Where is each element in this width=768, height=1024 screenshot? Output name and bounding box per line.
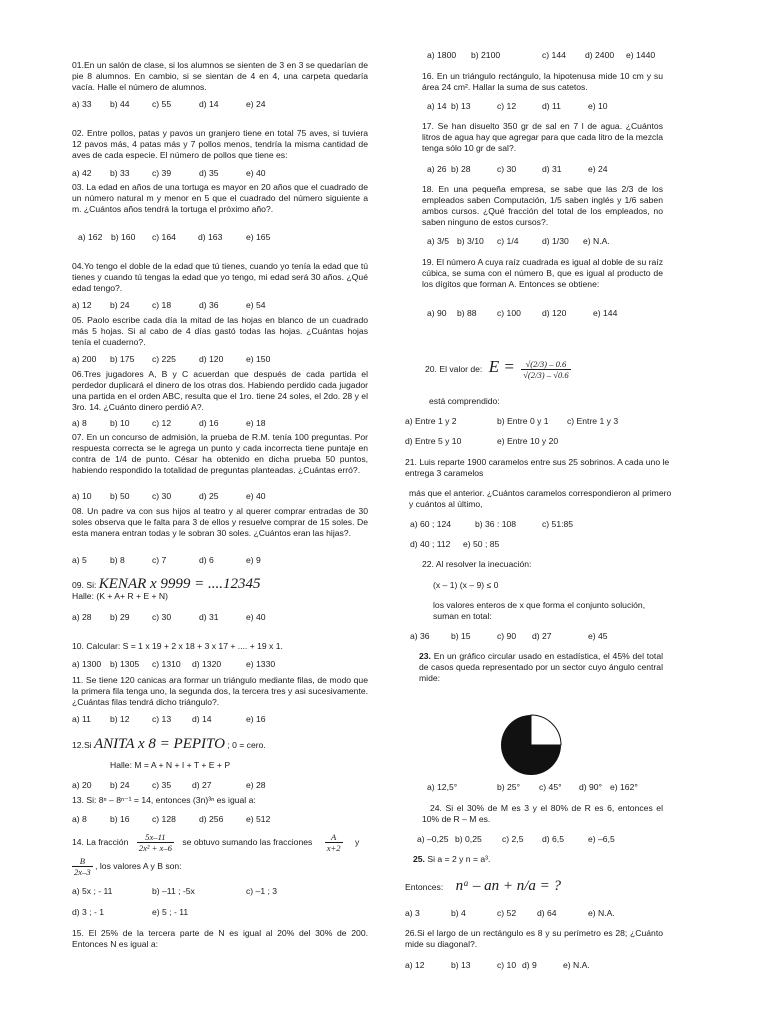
option: d) 25 bbox=[199, 491, 219, 501]
question-25-expression: nᵃ – an + n/a = ? bbox=[455, 878, 561, 894]
question-25-number: 25. bbox=[413, 854, 425, 864]
option: e) 144 bbox=[593, 308, 618, 318]
option: d) Entre 5 y 10 bbox=[405, 436, 462, 446]
option: c) 2,5 bbox=[502, 834, 524, 844]
option: e) N.A. bbox=[583, 236, 610, 246]
question-25-text bbox=[413, 854, 671, 865]
option: b) 33 bbox=[110, 168, 130, 178]
question-26-text: 26.Si el largo de un rectángulo es 8 y su perímetro es 28; ¿Cuánto mide su diagonal?. bbox=[405, 928, 663, 949]
option: c) 12 bbox=[497, 101, 517, 111]
question-12-suffix: ; 0 = cero. bbox=[227, 740, 266, 750]
question-22-inequation: (x – 1) (x – 9) ≤ 0 bbox=[433, 580, 499, 590]
question-10-text: 10. Calcular: S = 1 x 19 + 2 x 18 + 3 x 17 + .... + 19 x 1. bbox=[72, 641, 283, 651]
option: e) 1330 bbox=[246, 659, 276, 669]
question-9-prefix: 09. Si: bbox=[72, 580, 97, 590]
option: e) 40 bbox=[246, 491, 266, 501]
option: e) 150 bbox=[246, 354, 271, 364]
question-9-expression: KENAR x 9999 = ....12345 bbox=[98, 576, 261, 592]
option: a) 14 bbox=[427, 101, 447, 111]
option: c) 51:85 bbox=[542, 519, 574, 529]
option: b) –11 ; -5x bbox=[152, 886, 195, 896]
option: d) 256 bbox=[199, 814, 224, 824]
option: a) 60 ; 124 bbox=[410, 519, 452, 529]
option: b) 24 bbox=[110, 780, 130, 790]
option: a) 8 bbox=[72, 814, 87, 824]
option: c) 30 bbox=[152, 612, 172, 622]
fraction-denominator: 2x–3 bbox=[74, 867, 91, 878]
option: e) N.A. bbox=[588, 908, 615, 918]
option: a) 28 bbox=[72, 612, 92, 622]
option: a) 1800 bbox=[427, 50, 457, 60]
option: b) 3/10 bbox=[457, 236, 484, 246]
option: e) 9 bbox=[246, 555, 261, 565]
option: b) 1305 bbox=[110, 659, 140, 669]
option: e) 24 bbox=[588, 164, 608, 174]
option: b) 175 bbox=[110, 354, 135, 364]
question-14-prefix: 14. La fracción bbox=[72, 837, 129, 847]
option: a) 12 bbox=[72, 300, 92, 310]
question-25-expression-line bbox=[405, 876, 663, 897]
option: b) 44 bbox=[110, 99, 130, 109]
question-21-text: 21. Luis reparte 1900 caramelos entre sus 25 sobrinos. A cada uno le entrega 3 caramelos bbox=[405, 457, 670, 478]
option: c) 52 bbox=[497, 908, 517, 918]
question-6-text: 06.Tres jugadores A, B y C acuerdan que después de cada partida el perdedor duplicará el dinero de los otras dos. Habiendo perdido cada jugador una partida en el orden ABC, resulta que el 1ro. tiene 24 soles, el 2do. 28 y el 3ro. 14. ¿Cuánto dinero perdió A?. bbox=[72, 369, 368, 412]
option: e) 18 bbox=[246, 418, 266, 428]
option: c) 13 bbox=[152, 714, 172, 724]
option: a) 3 bbox=[405, 908, 420, 918]
option: b) 2100 bbox=[471, 50, 501, 60]
expression-fraction bbox=[521, 359, 570, 380]
option: d) 64 bbox=[537, 908, 557, 918]
question-20-text: está comprendido: bbox=[429, 396, 500, 406]
question-12-expression: ANITA x 8 = PEPITO bbox=[93, 736, 225, 752]
option: c) 1310 bbox=[152, 659, 181, 669]
option: e) 165 bbox=[246, 232, 271, 242]
option: b) 88 bbox=[457, 308, 477, 318]
option: b) 24 bbox=[110, 300, 130, 310]
fraction-numerator: √(2/3) – 0.6 bbox=[521, 359, 570, 370]
option: d) 31 bbox=[199, 612, 219, 622]
question-22-text-2: los valores enteros de x que forma el conjunto solución, suman en total: bbox=[433, 600, 646, 621]
option: c) 128 bbox=[152, 814, 176, 824]
fraction-main bbox=[137, 832, 174, 853]
option: a) 200 bbox=[72, 354, 97, 364]
fraction-denominator: √(2/3) – √0.6 bbox=[523, 370, 569, 381]
option: a) 20 bbox=[72, 780, 92, 790]
option: b) 10 bbox=[110, 418, 130, 428]
option: a) 10 bbox=[72, 491, 92, 501]
option: e) 1440 bbox=[626, 50, 656, 60]
option: b) 160 bbox=[111, 232, 136, 242]
option: e) 40 bbox=[246, 168, 266, 178]
option: c) 35 bbox=[152, 780, 172, 790]
question-7-text: 07. En un concurso de admisión, la prueba de R.M. tenía 100 preguntas. Por respuesta correcta se le agrega un punto y cada incorrecta tiene puntaje en contra de 1/4 de punto. César ha obtenido en dicha prueba 50 puntos, habiendo respondido la totalidad de preguntas planteadas. ¿Cuántas erró?. bbox=[72, 432, 368, 475]
option: d) 6 bbox=[199, 555, 214, 565]
option: b) 4 bbox=[451, 908, 466, 918]
question-20-header bbox=[425, 350, 683, 386]
option: e) 40 bbox=[246, 612, 266, 622]
question-2-text: 02. Entre pollos, patas y pavos un granjero tiene en total 75 aves, si tuviera 12 pavos más, 4 patas más y 7 pollos menos, tendría la misma cantidad de aves de cada especie. El número de pollos que tiene es: bbox=[72, 128, 368, 160]
question-11-text: 11. Se tiene 120 canicas ara formar un triángulo mediante filas, de modo que la primera fila tenga uno, la segunda dos, la tercera tres y asi sucesivamente. ¿Cuántas filas tendrá dicho triángulo?. bbox=[72, 675, 368, 707]
option: d) 9 bbox=[522, 960, 537, 970]
question-12-header bbox=[72, 736, 368, 753]
option: b) 36 : 108 bbox=[475, 519, 517, 529]
option: b) 8 bbox=[110, 555, 125, 565]
option: d) 1/30 bbox=[542, 236, 569, 246]
option: d) 120 bbox=[199, 354, 224, 364]
option: a) 5x ; - 11 bbox=[72, 886, 113, 896]
question-14-header bbox=[72, 830, 368, 854]
option: d) 14 bbox=[199, 99, 219, 109]
question-25-prefix: Entonces: bbox=[405, 882, 444, 892]
option: c) 30 bbox=[152, 491, 172, 501]
option: e) 512 bbox=[246, 814, 271, 824]
option: a) Entre 1 y 2 bbox=[405, 416, 457, 426]
option: a) 3/5 bbox=[427, 236, 449, 246]
option: a) 1300 bbox=[72, 659, 102, 669]
pie-chart-icon bbox=[498, 712, 564, 778]
option: c) –1 ; 3 bbox=[246, 886, 278, 896]
question-18-text: 18. En una pequeña empresa, se sabe que las 2/3 de los empleados saben Computación, 1/5 saben inglés y 1/6 saben ambos cursos. ¿Qué fracción del total de los empleados, no saben ninguno de estos cursos?. bbox=[422, 184, 663, 227]
fraction-numerator: A bbox=[325, 832, 343, 843]
option: d) 40 ; 112 bbox=[410, 539, 451, 549]
question-4-text: 04.Yo tengo el doble de la edad que tú tienes, cuando yo tenía la edad que tú tienes y cuando tú tengas la edad que yo tengo, mi edad será 30 años. ¿Qué edad tengo?. bbox=[72, 261, 368, 293]
option: b) 15 bbox=[451, 631, 471, 641]
option: c) 144 bbox=[542, 50, 566, 60]
option: a) 5 bbox=[72, 555, 87, 565]
fraction-b bbox=[72, 856, 93, 877]
option: d) 3 ; - 1 bbox=[72, 907, 104, 917]
question-8-text: 08. Un padre va con sus hijos al teatro y al querer comprar entradas de 30 soles observa que le falta para 3 de ellos y resuelve comprar de 15 soles. De esta manera entran todas y le sobran 30 soles. ¿Cuántos eran las hijas?. bbox=[72, 506, 368, 538]
option: a) 8 bbox=[72, 418, 87, 428]
option: d) 31 bbox=[542, 164, 562, 174]
option: c) 12 bbox=[152, 418, 172, 428]
option: a) 33 bbox=[72, 99, 92, 109]
question-20-prefix: 20. El valor de: bbox=[425, 364, 483, 374]
option: c) 39 bbox=[152, 168, 172, 178]
option: e) 162° bbox=[610, 782, 638, 792]
option: c) 7 bbox=[152, 555, 167, 565]
option: c) 18 bbox=[152, 300, 172, 310]
option: a) 36 bbox=[410, 631, 430, 641]
question-23-text bbox=[419, 651, 663, 684]
option: b) 13 bbox=[451, 101, 471, 111]
option: e) 50 ; 85 bbox=[463, 539, 500, 549]
question-17-text: 17. Se han disuelto 350 gr de sal en 7 l de agua. ¿Cuántos litros de agua hay que agregar para que cada litro de la mezcla tenga sólo 10 gr de sal?. bbox=[422, 121, 663, 153]
question-19-text: 19. El número A cuya raíz cuadrada es igual al doble de su raíz cúbica, se suma con el número B, que es igual al producto de los dígitos que forman A. Entonces se obtiene: bbox=[422, 257, 663, 289]
option: d) 36 bbox=[199, 300, 219, 310]
option: b) 16 bbox=[110, 814, 130, 824]
question-15-text: 15. El 25% de la tercera parte de N es igual al 20% del 30% de 200. Entonces N es igual a: bbox=[72, 928, 368, 949]
option: c) 90 bbox=[497, 631, 517, 641]
option: d) 35 bbox=[199, 168, 219, 178]
option: d) 16 bbox=[199, 418, 219, 428]
question-16-text: 16. En un triángulo rectángulo, la hipotenusa mide 10 cm y su área 24 cm². Hallar la suma de sus catetos. bbox=[422, 71, 663, 92]
expression-e: E = bbox=[488, 357, 515, 376]
question-12-text: Halle: M = A + N + I + T + E + P bbox=[110, 760, 231, 770]
option: b) 50 bbox=[110, 491, 130, 501]
option: b) 0,25 bbox=[455, 834, 482, 844]
question-22-text: 22. Al resolver la inecuación: bbox=[422, 559, 532, 569]
option: d) 27 bbox=[532, 631, 552, 641]
question-25-body: Si a = 2 y n = a³. bbox=[427, 854, 491, 864]
option: c) 225 bbox=[152, 354, 176, 364]
question-21-text-2: más que el anterior. ¿Cuántos caramelos correspondieron al primero y cuántos al último, bbox=[409, 488, 672, 509]
option: a) 162 bbox=[78, 232, 103, 242]
fraction-denominator: x+2 bbox=[326, 843, 341, 854]
option: a) –0,25 bbox=[417, 834, 449, 844]
question-1-text: 01.En un salón de clase, si los alumnos se sienten de 3 en 3 se quedarían de pie 8 alumnos. En cambio, si se sientan de 4 en 4, una carpeta quedaría vacía. Halle el número de alumnos. bbox=[72, 60, 368, 92]
option: d) 1320 bbox=[192, 659, 222, 669]
question-14-text: , los valores A y B son: bbox=[95, 861, 182, 871]
question-23-body: En un gráfico circular usado en estadística, el 45% del total de casos queda representado por un sector cuyo ángulo central mide: bbox=[419, 651, 664, 683]
option: d) 2400 bbox=[585, 50, 615, 60]
fraction-numerator: B bbox=[72, 856, 93, 867]
question-24-text: 24. Si el 30% de M es 3 y el 80% de R es 6, entonces el 10% de R – M es. bbox=[422, 803, 663, 824]
question-23-number: 23. bbox=[419, 651, 431, 661]
option: e) –6,5 bbox=[588, 834, 615, 844]
option: e) 24 bbox=[246, 99, 266, 109]
option: a) 11 bbox=[72, 714, 91, 724]
option: d) 90° bbox=[579, 782, 603, 792]
option: e) 54 bbox=[246, 300, 266, 310]
option: a) 90 bbox=[427, 308, 447, 318]
option: d) 14 bbox=[192, 714, 212, 724]
option: c) Entre 1 y 3 bbox=[567, 416, 619, 426]
option: c) 100 bbox=[497, 308, 521, 318]
fraction-denominator: 2x² + x–6 bbox=[138, 843, 172, 854]
option: b) 25° bbox=[497, 782, 521, 792]
pie-sector bbox=[531, 715, 561, 745]
option: b) 13 bbox=[451, 960, 471, 970]
option: c) 45° bbox=[539, 782, 562, 792]
question-9-text: Halle: (K + A+ R + E + N) bbox=[72, 591, 169, 601]
option: b) Entre 0 y 1 bbox=[497, 416, 549, 426]
question-14-middle: se obtuvo sumando las fracciones bbox=[182, 837, 313, 847]
fraction-a bbox=[325, 832, 343, 853]
option: c) 1/4 bbox=[497, 236, 519, 246]
option: d) 120 bbox=[542, 308, 567, 318]
option: a) 12,5° bbox=[427, 782, 458, 792]
option: c) 30 bbox=[497, 164, 517, 174]
option: d) 11 bbox=[542, 101, 561, 111]
option: a) 12 bbox=[405, 960, 425, 970]
question-14-second-line bbox=[72, 854, 368, 878]
option: d) 163 bbox=[198, 232, 223, 242]
question-14-and: y bbox=[355, 837, 360, 847]
option: e) 16 bbox=[246, 714, 266, 724]
option: e) Entre 10 y 20 bbox=[497, 436, 559, 446]
option: d) 6,5 bbox=[542, 834, 564, 844]
question-3-text: 03. La edad en años de una tortuga es mayor en 20 años que el cuadrado de un número natural m y menor en 5 que el cuadrado del número siguiente a m. ¿Cuántos años tendrá la tortuga el próximo año?. bbox=[72, 182, 368, 214]
question-13-text: 13. Si: 8ⁿ – 8ⁿ⁻¹ = 14, entonces (3n)³ⁿ es igual a: bbox=[72, 795, 256, 805]
question-5-text: 05. Paolo escribe cada día la mitad de las hojas en blanco de un cuadrado más 5 hojas. Si al cabo de 4 días gastó todas las hojas. ¿Cuántas hojas tenía el cuaderno?. bbox=[72, 315, 368, 347]
option: c) 55 bbox=[152, 99, 172, 109]
option: b) 28 bbox=[451, 164, 471, 174]
option: e) 45 bbox=[588, 631, 608, 641]
option: b) 12 bbox=[110, 714, 130, 724]
option: c) 164 bbox=[152, 232, 176, 242]
option: e) 28 bbox=[246, 780, 266, 790]
option: b) 29 bbox=[110, 612, 130, 622]
option: a) 26 bbox=[427, 164, 447, 174]
option: d) 27 bbox=[192, 780, 212, 790]
option: a) 42 bbox=[72, 168, 92, 178]
option: e) 10 bbox=[588, 101, 608, 111]
fraction-numerator: 5x–11 bbox=[137, 832, 174, 843]
option: e) N.A. bbox=[563, 960, 590, 970]
option: c) 10 bbox=[497, 960, 517, 970]
question-12-prefix: 12.Si bbox=[72, 740, 92, 750]
option: e) 5 ; - 11 bbox=[152, 907, 189, 917]
